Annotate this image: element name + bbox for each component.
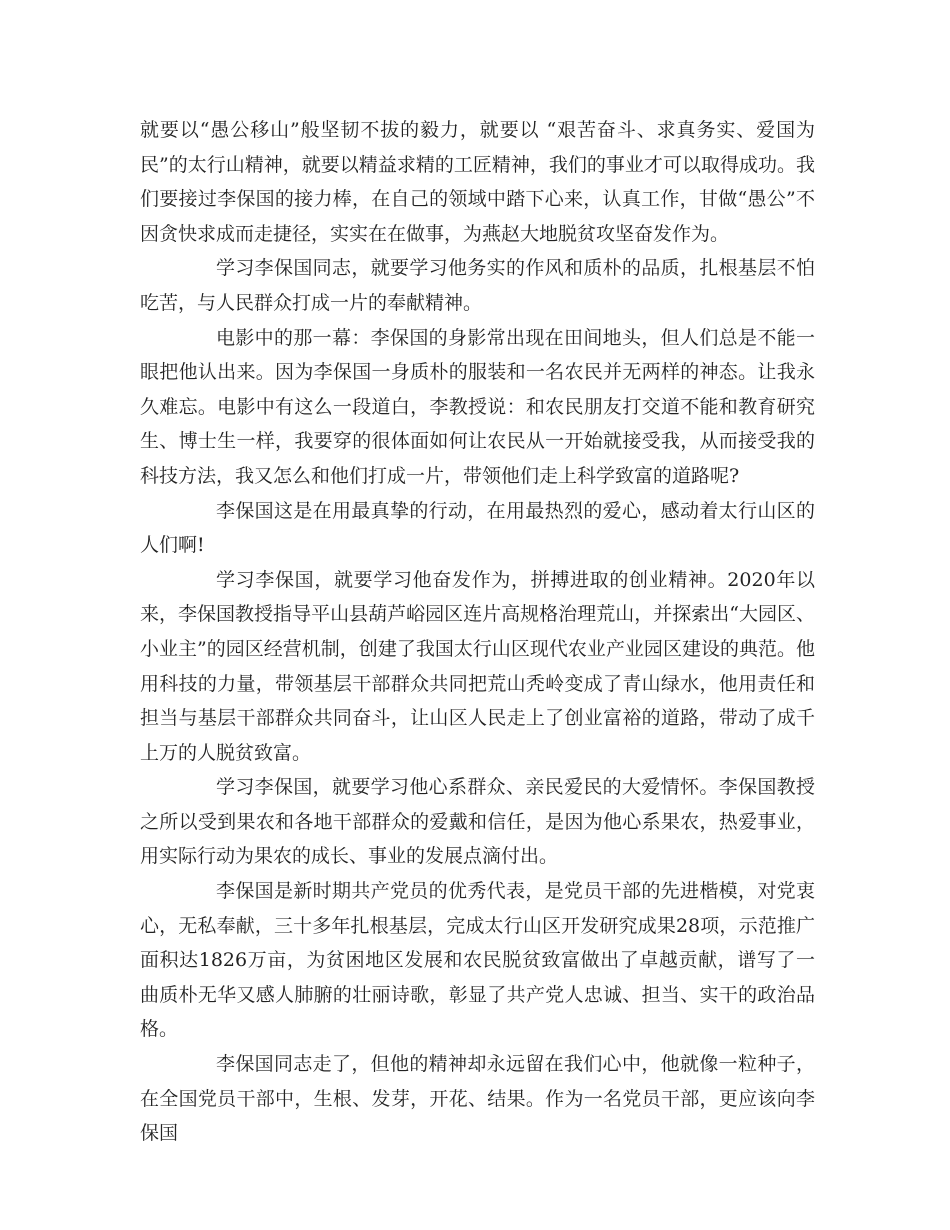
paragraph-6: 学习李保国，就要学习他心系群众、亲民爱民的大爱情怀。李保国教授之所以受到果农和各地干部群众的爱戴和信任，是因为他心系果农，热爱事业，用实际行动为果农的成长、事业的发展点滴付出。 xyxy=(140,776,815,868)
paragraph-8: 李保国同志走了，但他的精神却永远留在我们心中，他就像一粒种子，在全国党员干部中，生根、发芽，开花、结果。作为一名党员干部，更应该向李保国 xyxy=(140,1053,815,1145)
paragraph-2: 学习李保国同志，就要学习他务实的作风和质朴的品质，扎根基层不怕吃苦，与人民群众打成一片的奉献精神。 xyxy=(140,257,815,314)
paragraph-3: 电影中的那一幕：李保国的身影常出现在田间地头，但人们总是不能一眼把他认出来。因为李保国一身质朴的服装和一名农民并无两样的神态。让我永久难忘。电影中有这么一段道白，李教授说：和农民朋友打交道不能和教育研究生、博士生一样，我要穿的很体面如何让农民从一开始就接受我，从而接受我的科技方法，我又怎么和他们打成一片，带领他们走上科学致富的道路呢? xyxy=(140,326,815,487)
paragraph-1: 就要以“愚公移山”般坚韧不拔的毅力，就要以 “艰苦奋斗、求真务实、爱国为民”的太行山精神，就要以精益求精的工匠精神，我们的事业才可以取得成功。我们要接过李保国的接力棒，在自己的领域中踏下心来，认真工作，甘做“愚公”不因贪快求成而走捷径，实实在在做事，为燕赵大地脱贫攻坚奋发作为。 xyxy=(140,119,815,245)
paragraph-7: 李保国是新时期共产党员的优秀代表，是党员干部的先进楷模，对党衷心，无私奉献，三十多年扎根基层，完成太行山区开发研究成果28项，示范推广面积达1826万亩，为贫困地区发展和农民脱贫致富做出了卓越贡献，谱写了一曲质朴无华又感人肺腑的壮丽诗歌，彰显了共产党人忠诚、担当、实干的政治品格。 xyxy=(140,880,815,1041)
paragraph-4: 李保国这是在用最真挚的行动，在用最热烈的爱心，感动着太行山区的人们啊! xyxy=(140,499,815,557)
document-body xyxy=(140,113,815,1151)
paragraph-5: 学习李保国，就要学习他奋发作为，拼搏进取的创业精神。2020年以来，李保国教授指导平山县葫芦峪园区连片高规格治理荒山，并探索出“大园区、小业主”的园区经营机制，创建了我国太行山区现代农业产业园区建设的典范。他用科技的力量，带领基层干部群众共同把荒山秃岭变成了青山绿水，他用责任和担当与基层干部群众共同奋斗，让山区人民走上了创业富裕的道路，带动了成千上万的人脱贫致富。 xyxy=(140,568,815,764)
